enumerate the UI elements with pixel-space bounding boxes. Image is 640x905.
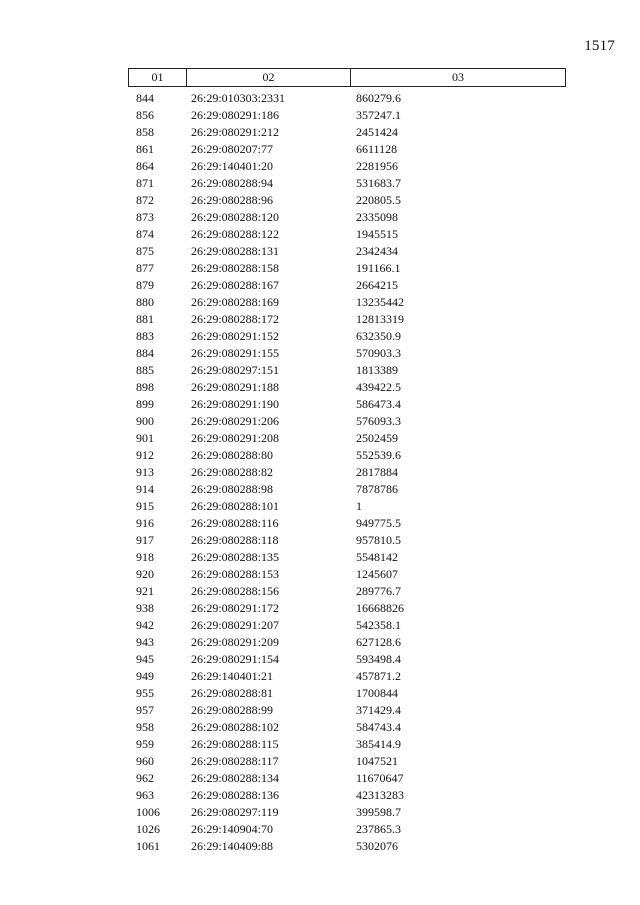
- cadastral-number-cell: 26:29:080297:119: [191, 805, 279, 819]
- value-cell: 42313283: [356, 788, 404, 802]
- cadastral-number-cell: 26:29:080288:156: [191, 584, 280, 598]
- value-cell: 531683.7: [356, 176, 401, 190]
- table-row: [0, 515, 640, 532]
- value-cell: 1: [356, 499, 362, 513]
- table-row: [0, 328, 640, 345]
- value-cell: 1813389: [356, 363, 398, 377]
- cadastral-number-cell: 26:29:080288:158: [191, 261, 280, 275]
- table-row: [0, 209, 640, 226]
- cadastral-number-cell: 26:29:080291:188: [191, 380, 280, 394]
- cadastral-number-cell: 26:29:140409:88: [191, 839, 274, 853]
- table-row: [0, 583, 640, 600]
- row-number-cell: 957: [136, 703, 154, 717]
- table-header: [128, 68, 566, 87]
- row-number-cell: 914: [136, 482, 154, 496]
- row-number-cell: 875: [136, 244, 154, 258]
- row-number-cell: 913: [136, 465, 154, 479]
- row-number-cell: 960: [136, 754, 154, 768]
- value-cell: 16668826: [356, 601, 404, 615]
- cadastral-number-cell: 26:29:080288:96: [191, 193, 274, 207]
- cadastral-number-cell: 26:29:080288:153: [191, 567, 280, 581]
- value-cell: 5302076: [356, 839, 398, 853]
- table-body: [0, 90, 640, 855]
- cadastral-number-cell: 26:29:080291:208: [191, 431, 280, 445]
- cadastral-number-cell: 26:29:080288:82: [191, 465, 274, 479]
- row-number-cell: 921: [136, 584, 154, 598]
- cadastral-number-cell: 26:29:080291:190: [191, 397, 280, 411]
- value-cell: 7878786: [356, 482, 398, 496]
- cadastral-number-cell: 26:29:080291:206: [191, 414, 280, 428]
- cadastral-number-cell: 26:29:080291:212: [191, 125, 280, 139]
- value-cell: 957810.5: [356, 533, 401, 547]
- cadastral-number-cell: 26:29:080288:172: [191, 312, 280, 326]
- cadastral-number-cell: 26:29:080288:167: [191, 278, 280, 292]
- row-number-cell: 901: [136, 431, 154, 445]
- value-cell: 399598.7: [356, 805, 401, 819]
- table-row: [0, 651, 640, 668]
- value-cell: 2342434: [356, 244, 398, 258]
- cadastral-number-cell: 26:29:080297:151: [191, 363, 280, 377]
- row-number-cell: 958: [136, 720, 154, 734]
- cadastral-number-cell: 26:29:080288:118: [191, 533, 279, 547]
- row-number-cell: 963: [136, 788, 154, 802]
- value-cell: 632350.9: [356, 329, 401, 343]
- value-cell: 1047521: [356, 754, 398, 768]
- table-row: [0, 311, 640, 328]
- cadastral-number-cell: 26:29:080288:116: [191, 516, 279, 530]
- cadastral-number-cell: 26:29:080288:134: [191, 771, 280, 785]
- table-row: [0, 770, 640, 787]
- row-number-cell: 883: [136, 329, 154, 343]
- row-number-cell: 884: [136, 346, 154, 360]
- cadastral-number-cell: 26:29:080288:115: [191, 737, 279, 751]
- value-cell: 2664215: [356, 278, 398, 292]
- table-row: [0, 600, 640, 617]
- row-number-cell: 872: [136, 193, 154, 207]
- row-number-cell: 955: [136, 686, 154, 700]
- cadastral-number-cell: 26:29:080291:155: [191, 346, 280, 360]
- table-row: [0, 481, 640, 498]
- cadastral-number-cell: 26:29:140401:20: [191, 159, 274, 173]
- cadastral-number-cell: 26:29:080288:81: [191, 686, 274, 700]
- value-cell: 2451424: [356, 125, 398, 139]
- row-number-cell: 916: [136, 516, 154, 530]
- row-number-cell: 898: [136, 380, 154, 394]
- value-cell: 357247.1: [356, 108, 401, 122]
- table-row: [0, 719, 640, 736]
- cadastral-number-cell: 26:29:080291:152: [191, 329, 280, 343]
- row-number-cell: 917: [136, 533, 154, 547]
- cadastral-number-cell: 26:29:080288:120: [191, 210, 280, 224]
- value-cell: 949775.5: [356, 516, 401, 530]
- table-row: [0, 175, 640, 192]
- row-number-cell: 864: [136, 159, 154, 173]
- table-row: [0, 362, 640, 379]
- value-cell: 1700844: [356, 686, 398, 700]
- row-number-cell: 881: [136, 312, 154, 326]
- value-cell: 627128.6: [356, 635, 401, 649]
- value-cell: 220805.5: [356, 193, 401, 207]
- row-number-cell: 1026: [136, 822, 160, 836]
- table-row: [0, 226, 640, 243]
- cadastral-number-cell: 26:29:080288:101: [191, 499, 280, 513]
- table-row: [0, 702, 640, 719]
- value-cell: 2335098: [356, 210, 398, 224]
- cadastral-number-cell: 26:29:080288:135: [191, 550, 280, 564]
- table-row: [0, 294, 640, 311]
- value-cell: 385414.9: [356, 737, 401, 751]
- table-row: [0, 345, 640, 362]
- cadastral-number-cell: 26:29:080288:102: [191, 720, 280, 734]
- cadastral-number-cell: 26:29:080291:209: [191, 635, 280, 649]
- cadastral-number-cell: 26:29:080291:186: [191, 108, 280, 122]
- cadastral-number-cell: 26:29:080288:98: [191, 482, 274, 496]
- table-row: [0, 260, 640, 277]
- row-number-cell: 920: [136, 567, 154, 581]
- table-row: [0, 141, 640, 158]
- table-row: [0, 685, 640, 702]
- value-cell: 2817884: [356, 465, 398, 479]
- value-cell: 2281956: [356, 159, 398, 173]
- value-cell: 576093.3: [356, 414, 401, 428]
- column-header-02: 02: [187, 69, 351, 86]
- cadastral-number-cell: 26:29:080288:99: [191, 703, 274, 717]
- table-row: [0, 192, 640, 209]
- row-number-cell: 959: [136, 737, 154, 751]
- cadastral-number-cell: 26:29:010303:2331: [191, 91, 286, 105]
- cadastral-number-cell: 26:29:080288:80: [191, 448, 274, 462]
- value-cell: 860279.6: [356, 91, 401, 105]
- table-row: [0, 787, 640, 804]
- value-cell: 586473.4: [356, 397, 401, 411]
- value-cell: 2502459: [356, 431, 398, 445]
- row-number-cell: 885: [136, 363, 154, 377]
- value-cell: 289776.7: [356, 584, 401, 598]
- table-row: [0, 498, 640, 515]
- cadastral-number-cell: 26:29:080207:77: [191, 142, 274, 156]
- cadastral-number-cell: 26:29:080288:169: [191, 295, 280, 309]
- cadastral-number-cell: 26:29:080288:131: [191, 244, 280, 258]
- cadastral-number-cell: 26:29:140401:21: [191, 669, 274, 683]
- row-number-cell: 844: [136, 91, 154, 105]
- value-cell: 5548142: [356, 550, 398, 564]
- value-cell: 584743.4: [356, 720, 401, 734]
- table-row: [0, 549, 640, 566]
- value-cell: 13235442: [356, 295, 404, 309]
- table-row: [0, 617, 640, 634]
- row-number-cell: 877: [136, 261, 154, 275]
- value-cell: 1945515: [356, 227, 398, 241]
- table-row: [0, 668, 640, 685]
- table-row: [0, 821, 640, 838]
- table-row: [0, 838, 640, 855]
- table-row: [0, 634, 640, 651]
- table-row: [0, 532, 640, 549]
- page-number: 1517: [584, 38, 615, 54]
- table-row: [0, 464, 640, 481]
- row-number-cell: 879: [136, 278, 154, 292]
- value-cell: 6611128: [356, 142, 398, 156]
- value-cell: 371429.4: [356, 703, 401, 717]
- row-number-cell: 1006: [136, 805, 160, 819]
- table-row: [0, 396, 640, 413]
- table-row: [0, 158, 640, 175]
- table-row: [0, 90, 640, 107]
- table-row: [0, 804, 640, 821]
- row-number-cell: 949: [136, 669, 154, 683]
- table-row: [0, 107, 640, 124]
- cadastral-number-cell: 26:29:080288:94: [191, 176, 274, 190]
- row-number-cell: 858: [136, 125, 154, 139]
- row-number-cell: 918: [136, 550, 154, 564]
- table-row: [0, 753, 640, 770]
- row-number-cell: 861: [136, 142, 154, 156]
- row-number-cell: 900: [136, 414, 154, 428]
- row-number-cell: 856: [136, 108, 154, 122]
- row-number-cell: 945: [136, 652, 154, 666]
- row-number-cell: 874: [136, 227, 154, 241]
- column-header-01: 01: [129, 69, 187, 86]
- value-cell: 593498.4: [356, 652, 401, 666]
- row-number-cell: 873: [136, 210, 154, 224]
- table-row: [0, 566, 640, 583]
- cadastral-number-cell: 26:29:080291:154: [191, 652, 280, 666]
- cadastral-number-cell: 26:29:080291:207: [191, 618, 280, 632]
- cadastral-number-cell: 26:29:080288:122: [191, 227, 280, 241]
- row-number-cell: 912: [136, 448, 154, 462]
- value-cell: 457871.2: [356, 669, 401, 683]
- cadastral-number-cell: 26:29:140904:70: [191, 822, 274, 836]
- table-row: [0, 243, 640, 260]
- table-row: [0, 379, 640, 396]
- value-cell: 237865.3: [356, 822, 401, 836]
- cadastral-number-cell: 26:29:080291:172: [191, 601, 280, 615]
- cadastral-number-cell: 26:29:080288:117: [191, 754, 279, 768]
- value-cell: 542358.1: [356, 618, 401, 632]
- value-cell: 191166.1: [356, 261, 401, 275]
- row-number-cell: 915: [136, 499, 154, 513]
- row-number-cell: 880: [136, 295, 154, 309]
- row-number-cell: 943: [136, 635, 154, 649]
- row-number-cell: 1061: [136, 839, 160, 853]
- column-header-03: 03: [452, 70, 464, 84]
- table-row: [0, 447, 640, 464]
- row-number-cell: 899: [136, 397, 154, 411]
- row-number-cell: 942: [136, 618, 154, 632]
- value-cell: 439422.5: [356, 380, 401, 394]
- table-row: [0, 736, 640, 753]
- value-cell: 11670647: [356, 771, 404, 785]
- row-number-cell: 962: [136, 771, 154, 785]
- cadastral-number-cell: 26:29:080288:136: [191, 788, 280, 802]
- table-row: [0, 413, 640, 430]
- table-row: [0, 430, 640, 447]
- table-row: [0, 124, 640, 141]
- value-cell: 552539.6: [356, 448, 401, 462]
- row-number-cell: 938: [136, 601, 154, 615]
- value-cell: 1245607: [356, 567, 398, 581]
- table-row: [0, 277, 640, 294]
- row-number-cell: 871: [136, 176, 154, 190]
- value-cell: 570903.3: [356, 346, 401, 360]
- value-cell: 12813319: [356, 312, 404, 326]
